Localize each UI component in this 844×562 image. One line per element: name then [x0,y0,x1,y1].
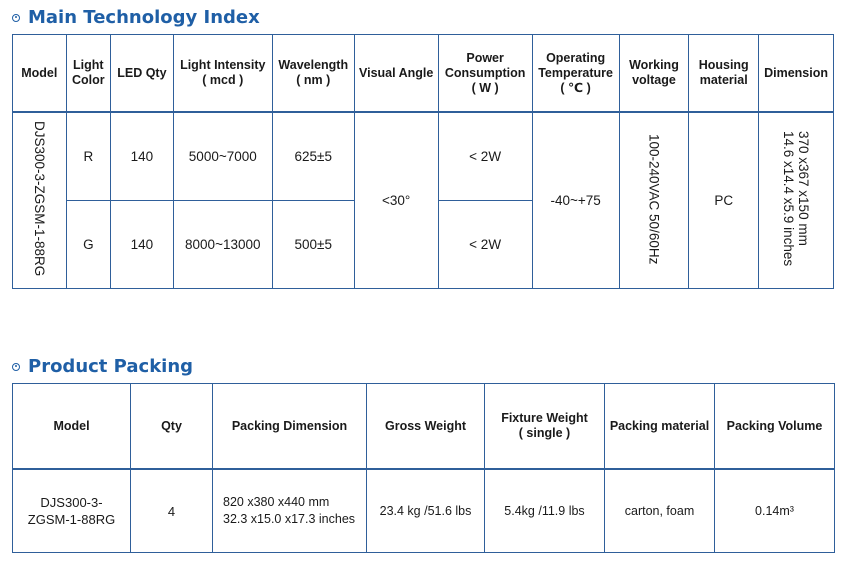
tech-section-title: Main Technology Index [28,7,260,28]
table-row [13,112,834,200]
dimension-value [781,131,811,266]
table-row [13,469,835,553]
voltage-value: 100-240VAC 50/60Hz [646,133,662,264]
fixture-weight-cell: 5.4kg /11.9 lbs [485,469,605,553]
packing-qty-cell: 4 [131,469,213,553]
temperature-cell: -40~+75 [532,112,619,288]
tech-index-table [12,34,834,289]
tech-section-heading [12,7,260,28]
packing-volume-cell: 0.14m³ [715,469,835,553]
header-led-qty: LED Qty [111,35,174,113]
dimension-mm: 370 x367 x150 mm [796,131,812,247]
header-wavelength: Wavelength ( nm ) [272,35,354,113]
power-cell: < 2W [438,112,532,200]
header-gross-weight: Gross Weight [367,384,485,470]
header-fixture-weight: Fixture Weight ( single ) [485,384,605,470]
header-packing-material: Packing material [605,384,715,470]
header-packing-volume: Packing Volume [715,384,835,470]
header-model: Model [13,384,131,470]
model-cell [13,112,67,288]
power-cell: < 2W [438,200,532,288]
header-light-intensity: Light Intensity ( mcd ) [173,35,272,113]
packing-dimension-inches: 32.3 x15.0 x17.3 inches [223,512,356,526]
packing-dimension-cell [213,469,367,553]
led-qty-cell: 140 [111,200,174,288]
packing-table [12,383,835,553]
packing-section-heading [12,356,193,377]
tech-header-row [13,35,834,113]
circle-bullet-icon [12,14,20,22]
led-qty-cell: 140 [111,112,174,200]
header-light-color: Light Color [66,35,110,113]
dimension-inches: 14.6 x14.4 x5.9 inches [781,131,797,267]
wavelength-cell: 500±5 [272,200,354,288]
packing-dimension-mm: 820 x380 x440 mm [223,495,330,509]
packing-header-row [13,384,835,470]
header-dimension: Dimension [759,35,834,113]
packing-model-cell: DJS300-3- ZGSM-1-88RG [13,469,131,553]
header-operating-temperature: Operating Temperature ( ℃ ) [532,35,619,113]
header-visual-angle: Visual Angle [354,35,438,113]
housing-cell: PC [689,112,759,288]
packing-section-title: Product Packing [28,356,194,377]
visual-angle-cell: <30° [354,112,438,288]
light-color-cell: G [66,200,110,288]
header-model: Model [13,35,67,113]
header-housing-material: Housing material [689,35,759,113]
gross-weight-cell: 23.4 kg /51.6 lbs [367,469,485,553]
header-qty: Qty [131,384,213,470]
header-working-voltage: Working voltage [619,35,689,113]
dimension-cell [759,112,834,288]
header-power-consumption: Power Consumption ( W ) [438,35,532,113]
intensity-cell: 5000~7000 [173,112,272,200]
packing-material-cell: carton, foam [605,469,715,553]
header-packing-dimension: Packing Dimension [213,384,367,470]
voltage-cell [619,112,689,288]
intensity-cell: 8000~13000 [173,200,272,288]
circle-bullet-icon [12,363,20,371]
model-value: DJS300-3-ZGSM-1-88RG [31,121,47,277]
wavelength-cell: 625±5 [272,112,354,200]
light-color-cell: R [66,112,110,200]
